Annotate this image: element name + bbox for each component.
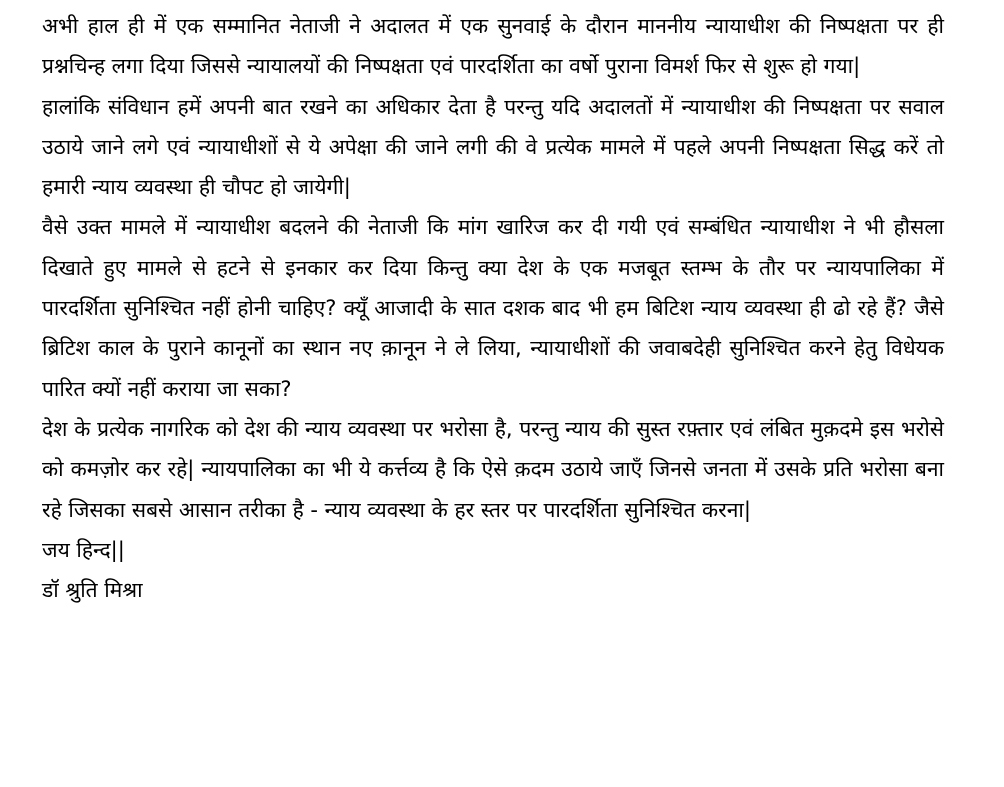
paragraph-2: हालांकि संविधान हमें अपनी बात रखने का अधिकार देता है परन्तु यदि अदालतों में न्यायाधीश की निष्पक्षता पर सवाल उठाये जाने लगे एवं न्यायाधीशों से ये अपेक्षा की जाने लगी की वे प्रत्येक मामले में पहले अपनी निष्पक्षता सिद्ध करें तो हमारी न्याय व्यवस्था ही चौपट हो जायेगी|	[42, 94, 944, 200]
paragraph-3: वैसे उक्त मामले में न्यायाधीश बदलने की नेताजी कि मांग खारिज कर दी गयी एवं सम्बंधित न्यायाधीश ने भी हौसला दिखाते हुए मामले से हटने से इनकार कर दिया किन्तु क्या देश के एक मजबूत स्तम्भ के तौर पर न्यायपालिका में पारदर्शिता सुनिश्चित नहीं होनी चाहिए? क्यूँ आजादी के सात दशक बाद भी हम बिटिश न्याय व्यवस्था ही ढो रहे हैं? जैसे ब्रिटिश काल के पुराने कानूनों का स्थान नए क़ानून ने ले लिया, न्यायाधीशों की जवाबदेही सुनिश्चित करने हेतु विधेयक पारित क्यों नहीं कराया जा सका?	[42, 215, 944, 401]
document-page	[42, 6, 944, 610]
author-name: डॉ श्रुति मिश्रा	[42, 578, 143, 603]
paragraph-1: अभी हाल ही में एक सम्मानित नेताजी ने अदालत में एक सुनवाई के दौरान माननीय न्यायाधीश की निष्पक्षता पर ही प्रश्नचिन्ह लगा दिया जिससे न्यायालयों की निष्पक्षता एवं पारदर्शिता का वर्षो पुराना विमर्श फिर से शुरू हो गया|	[42, 14, 944, 79]
paragraph-4: देश के प्रत्येक नागरिक को देश की न्याय व्यवस्था पर भरोसा है, परन्तु न्याय की सुस्त रफ़्तार एवं लंबित मुक़दमे इस भरोसे को कमज़ोर कर रहे| न्यायपालिका का भी ये कर्त्तव्य है कि ऐसे क़दम उठाये जाएँ जिनसे जनता में उसके प्रति भरोसा बना रहे जिसका सबसे आसान तरीका है - न्याय व्यवस्था के हर स्तर पर पारदर्शिता सुनिश्चित करना|	[42, 416, 944, 522]
closing-line: जय हिन्द||	[42, 537, 125, 562]
